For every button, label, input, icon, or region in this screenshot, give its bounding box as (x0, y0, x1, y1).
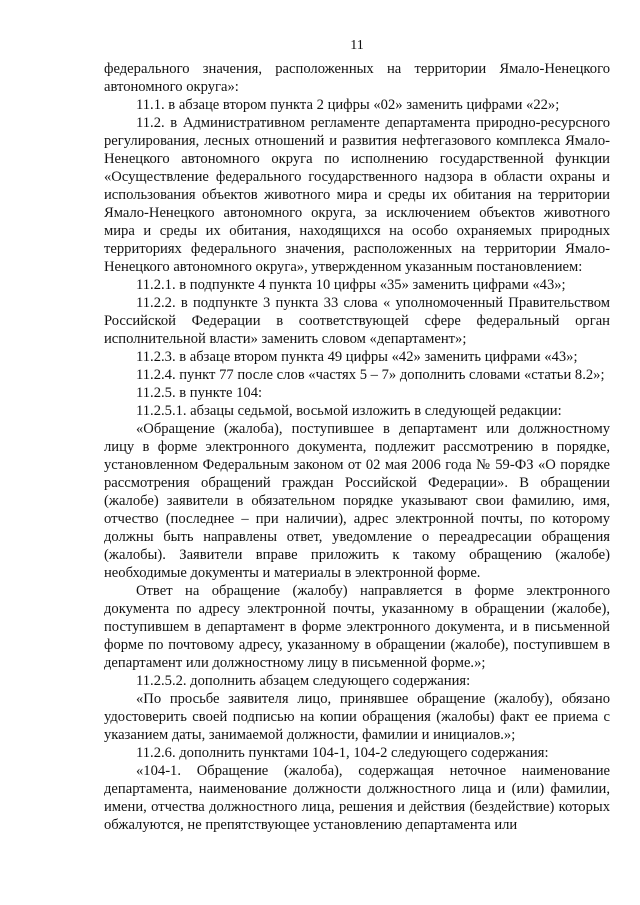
page-number: 11 (350, 38, 364, 53)
paragraph: 11.2. в Административном регламенте департамента природно-ресурсного регулирования, лесных отношений и развития нефтегазового комплекса Ямало-Ненецкого автономного округа по исполнению государственной функции «Осуществление федерального государственного надзора в области охраны и использования объектов животного мира и среды их обитания на территории Ямало-Ненецкого автономного округа, за исключением объектов животного мира и среды их обитания, находящихся на особо охраняемых природных территориях федерального значения, расположенных на территории Ямало-Ненецкого автономного округа», утвержденном указанным постановлением: (104, 115, 610, 275)
paragraph: 11.2.6. дополнить пунктами 104-1, 104-2 следующего содержания: (136, 745, 549, 761)
paragraph: «104-1. Обращение (жалоба), содержащая неточное наименование департамента, наименование должности должностного лица и (или) фамилии, имени, отчества должностного лица, решения и действия (бездействие) которых обжалуются, не препятствующее установлению департамента или (104, 763, 610, 833)
paragraph: 11.2.5.1. абзацы седьмой, восьмой изложить в следующей редакции: (136, 403, 562, 419)
paragraph: 11.2.1. в подпункте 4 пункта 10 цифры «35» заменить цифрами «43»; (136, 277, 566, 293)
paragraph: 11.2.2. в подпункте 3 пункта 33 слова « уполномоченный Правительством Российской Федерации в соответствующей сфере федеральный орган исполнительной власти» заменить словом «департамент»; (104, 295, 610, 347)
document-body (104, 60, 610, 834)
paragraph: 11.2.4. пункт 77 после слов «частях 5 – 7» дополнить словами «статьи 8.2»; (136, 367, 605, 383)
paragraph: 11.1. в абзаце втором пункта 2 цифры «02» заменить цифрами «22»; (136, 97, 560, 113)
paragraph: 11.2.5. в пункте 104: (136, 385, 263, 401)
paragraph: Ответ на обращение (жалобу) направляется в форме электронного документа по адресу электронной почты, указанному в обращении (жалобе), поступившем в департамент в форме электронного документа, и в письменной форме по почтовому адресу, указанному в обращении (жалобе), поступившем в департамент или должностному лицу в письменной форме.»; (104, 583, 610, 671)
paragraph: федерального значения, расположенных на территории Ямало-Ненецкого автономного округа»: (104, 61, 610, 95)
paragraph: 11.2.3. в абзаце втором пункта 49 цифры «42» заменить цифрами «43»; (136, 349, 578, 365)
paragraph: «По просьбе заявителя лицо, принявшее обращение (жалобу), обязано удостоверить своей подписью на копии обращения (жалобы) факт ее приема с указанием даты, занимаемой должности, фамилии и инициалов.»; (104, 691, 610, 743)
paragraph: «Обращение (жалоба), поступившее в департамент или должностному лицу в форме электронного документа, подлежит рассмотрению в порядке, установленном Федеральным законом от 02 мая 2006 года № 59-ФЗ «О порядке рассмотрения обращений граждан Российской Федерации». В обращении (жалобе) заявители в обязательном порядке указывают свои фамилию, имя, отчество (последнее – при наличии), адрес электронной почты, по которому должны быть направлены ответ, уведомление о переадресации обращения (жалобы). Заявители вправе приложить к такому обращению (жалобе) необходимые документы и материалы в электронной форме. (104, 421, 610, 581)
paragraph: 11.2.5.2. дополнить абзацем следующего содержания: (136, 673, 471, 689)
